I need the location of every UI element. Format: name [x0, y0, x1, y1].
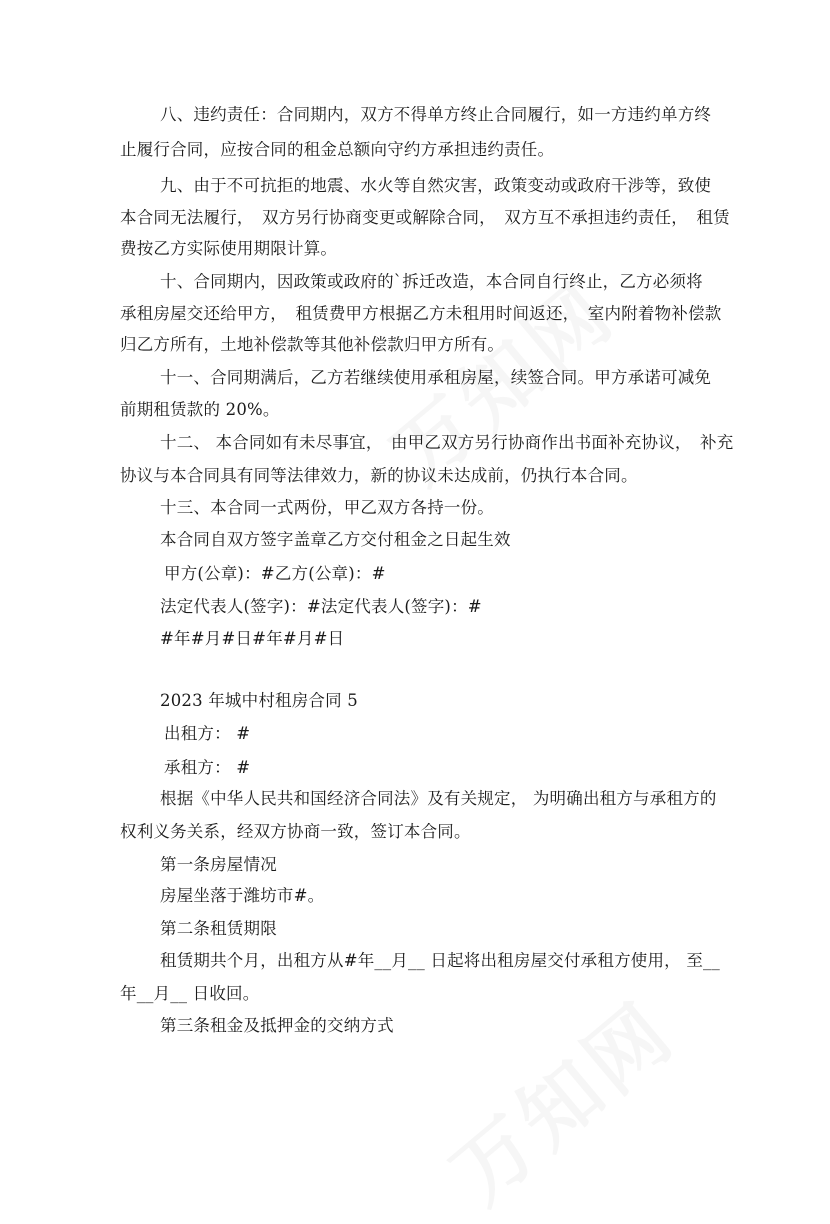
clause-12-line-1: 十二、 本合同如有未尽事宜， 由甲乙双方另行协商作出书面补充协议， 补充 — [160, 433, 734, 452]
clause-12-line-2: 协议与本合同具有同等法律效力，新的协议未达成前，仍执行本合同。 — [120, 466, 638, 485]
clause-9-line-2: 本合同无法履行， 双方另行协商变更或解除合同， 双方互不承担违约责任， 租赁 — [120, 208, 730, 227]
clause-10-line-3: 归乙方所有，土地补偿款等其他补偿款归甲方所有。 — [120, 335, 505, 354]
article-2-line-1: 租赁期共个月，出租方从#年__月__ 日起将出租房屋交付承租方使用， 至__ — [160, 951, 720, 970]
clause-8-line-1: 八、违约责任：合同期内，双方不得单方终止合同履行，如一方违约单方终 — [160, 105, 712, 124]
representative-line: 法定代表人(签字)：#法定代表人(签字)：# — [160, 597, 482, 616]
lessee-line: 承租方： # — [164, 758, 251, 777]
watermark — [423, 971, 695, 1224]
article-3-heading: 第三条租金及抵押金的交纳方式 — [160, 1016, 394, 1035]
preamble-line-2: 权利义务关系，经双方协商一致，签订本合同。 — [120, 822, 471, 841]
clause-11-line-2: 前期租赁款的 20%。 — [120, 400, 280, 419]
effective-clause: 本合同自双方签字盖章乙方交付租金之日起生效 — [160, 530, 511, 549]
contract-title: 2023 年城中村租房合同 5 — [160, 691, 358, 710]
seal-line: 甲方(公章)：#乙方(公章)：# — [164, 564, 386, 583]
clause-13-line: 十三、本合同一式两份，甲乙双方各持一份。 — [160, 498, 494, 517]
preamble-line-1: 根据《中华人民共和国经济合同法》及有关规定， 为明确出租方与承租方的 — [160, 789, 717, 808]
clause-11-line-1: 十一、合同期满后，乙方若继续使用承租房屋，续签合同。甲方承诺可减免 — [160, 368, 712, 387]
clause-9-line-1: 九、由于不可抗拒的地震、水火等自然灾害，政策变动或政府干涉等，致使 — [160, 176, 712, 195]
article-2-heading: 第二条租赁期限 — [160, 919, 277, 938]
clause-10-line-2: 承租房屋交还给甲方， 租赁费甲方根据乙方未租用时间返还， 室内附着物补偿款 — [120, 304, 722, 323]
article-1-text: 房屋坐落于潍坊市#。 — [160, 886, 325, 905]
article-2-line-2: 年__月__ 日收回。 — [120, 984, 260, 1003]
clause-8-line-2: 止履行合同，应按合同的租金总额向守约方承担违约责任。 — [120, 140, 555, 159]
article-1-heading: 第一条房屋情况 — [160, 855, 277, 874]
clause-9-line-3: 费按乙方实际使用期限计算。 — [120, 239, 338, 258]
date-line: #年#月#日#年#月#日 — [160, 629, 345, 648]
clause-10-line-1: 十、合同期内，因政策或政府的`拆迁改造，本合同自行终止，乙方必须将 — [160, 272, 703, 291]
lessor-line: 出租方： # — [164, 724, 251, 743]
